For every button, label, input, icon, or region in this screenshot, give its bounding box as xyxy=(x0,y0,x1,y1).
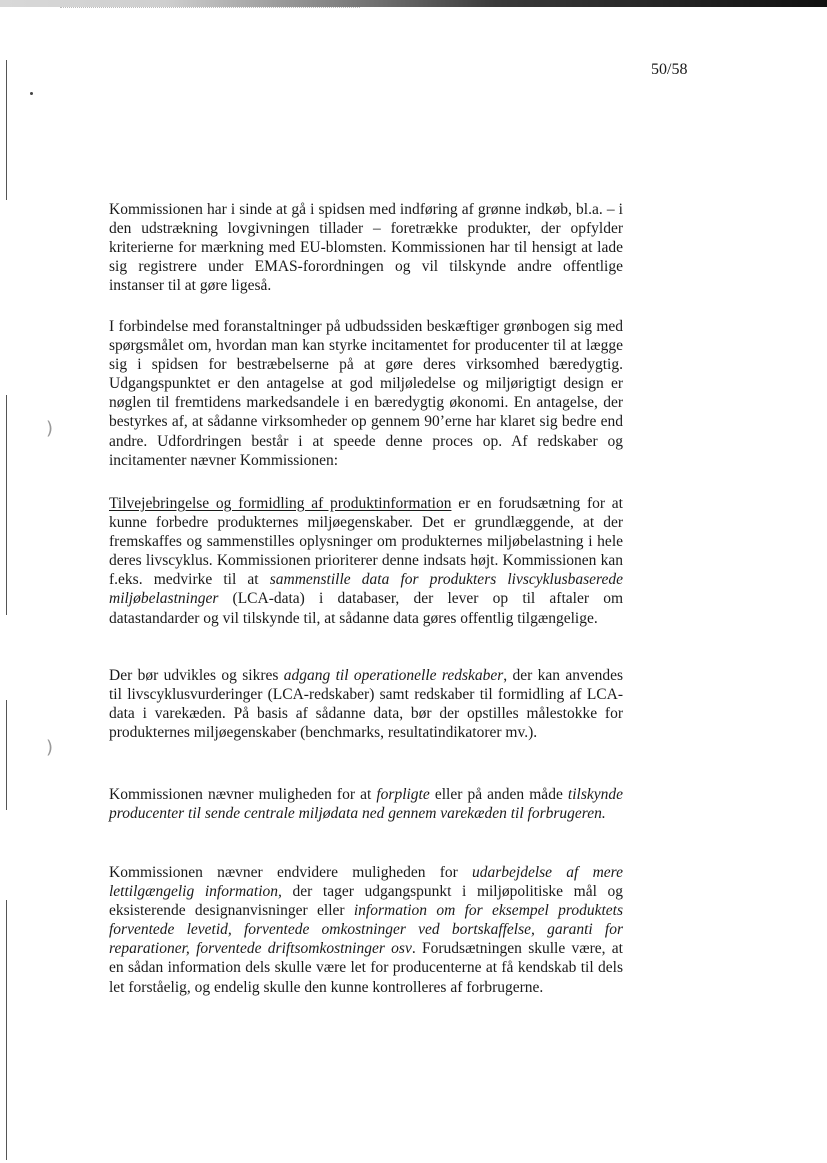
paragraph-operational-tools xyxy=(109,666,623,742)
scan-edge-left xyxy=(6,60,7,200)
italic-segment: adgang til operationelle redskaber xyxy=(283,667,504,684)
page-number: 50/58 xyxy=(651,61,688,78)
scan-speck xyxy=(30,92,33,95)
text-segment: . Forudsætningen skulle være, at en sådan information dels skulle være let for producenterne at få kendskab til dels let forståelig, og endelig skulle den kunne kontrolleres af forbrugerne. xyxy=(109,940,623,996)
paragraph-supply-side: I forbindelse med foranstaltninger på udbudssiden beskæftiger grønbogen sig med spørgsmålet om, hvordan man kan styrke incitamentet for producenter til at lægge sig i spidsen for bestræbelserne på at gøre deres virksomhed bæredygtig. Udgangspunktet er den antagelse at god miljøledelse og miljørigtigt design er nøglen til fremtidens markedsandele i en bæredygtig økonomi. En antagelse, der bestyrkes af, at sådanne virksomheder op gennem 90’erne har klaret sig bedre end andre. Udfordringen består i at speede denne proces op. Af redskaber og incitamenter nævner Kommissionen: xyxy=(109,318,623,469)
text-segment: eller på anden måde xyxy=(429,786,568,803)
scan-dots xyxy=(60,7,360,10)
paragraph-accessible-information xyxy=(109,863,623,997)
scan-edge-top xyxy=(0,0,827,7)
paragraph-obligation xyxy=(109,785,623,823)
text-segment: Kommissionen nævner endvidere muligheden for xyxy=(109,864,472,881)
text-segment: , der kan anvendes til livscyklusvurderinger (LCA-redskaber) samt redskaber til formidling af LCA-data i varekæden. På basis af sådanne data, bør der opstilles målestokke for produkternes miljøegenskaber (benchmarks, resultatindikatorer mv.). xyxy=(109,667,624,742)
text-segment: der tager udgangspunkt i miljøpolitiske mål og eksisterende designanvisninger eller xyxy=(109,883,623,920)
italic-segment: information om for eksempel produktets forventede levetid, forventede omkostninger ved bortskaffelse, garanti for reparationer, forventede driftsomkostninger osv xyxy=(109,902,623,958)
text-segment: (LCA-data) i databaser, der lever op til aftaler om datastandarder og vil tilskynde til, at sådanne data gøres offentlig tilgængelige. xyxy=(109,590,623,627)
text-segment: Kommissionen nævner muligheden for at xyxy=(109,786,377,803)
underlined-heading: Tilvejebringelse og formidling af produktinformation xyxy=(109,495,452,512)
italic-segment: udarbejdelse af mere lettilgængelig information, xyxy=(109,864,623,901)
italic-segment: sammenstille data for produkters livscyklusbaserede miljøbelastninger xyxy=(109,571,624,608)
scan-edge-left xyxy=(6,700,7,810)
punch-hole-mark: ) xyxy=(46,737,54,758)
text-segment: er en forudsætning for at kunne forbedre produkternes miljøegenskaber. Det er grundlæggende, at der fremskaffes og sammenstilles oplysninger om produkternes miljøbelastning i hele deres livscyklus. Kommissionen prioriterer denne indsats højt. Kommissionen kan f.eks. medvirke til at xyxy=(109,495,623,589)
text-segment: Der bør udvikles og sikres xyxy=(109,667,284,684)
paragraph-product-information xyxy=(109,494,623,628)
scan-edge-left xyxy=(6,395,7,615)
paragraph-green-procurement: Kommissionen har i sinde at gå i spidsen med indføring af grønne indkøb, bl.a. – i den udstrækning lovgivningen tillader – foretrække produkter, der opfylder kriterierne for mærkning med EU-blomsten. Kommissionen har til hensigt at lade sig registrere under EMAS-forordningen og vil tilskynde andre offentlige instanser til at gøre ligeså. xyxy=(109,201,623,295)
italic-segment: forpligte xyxy=(376,786,430,803)
italic-segment: tilskynde producenter til sende centrale miljødata ned gennem varekæden til forbrugeren. xyxy=(109,786,623,823)
punch-hole-mark: ) xyxy=(46,418,54,439)
scan-edge-left xyxy=(6,900,7,1160)
